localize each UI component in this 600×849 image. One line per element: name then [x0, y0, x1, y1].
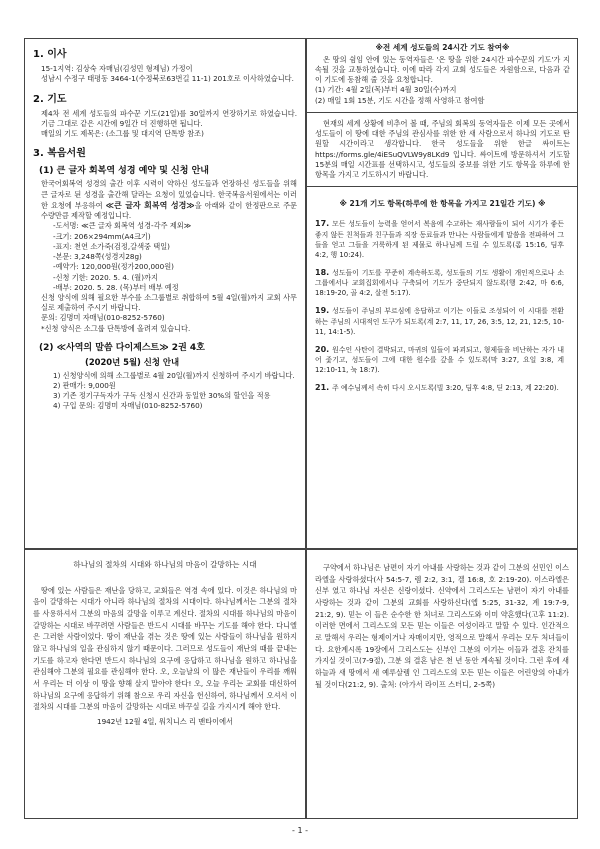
page-number: - 1 - [292, 826, 308, 835]
life-study-body: 구약에서 하나님은 남편이 자기 아내를 사랑하는 것과 같이 그분의 선민인 이스라엘을 사랑하셨다(사 54:5-7, 렘 2:2, 3:1, 겔 16:8, 호 2:19-20). 이스라엘은 신부 였고 하나님 자신은 신랑이셨다. 신약에서 그리스도는 남편이 자기 아내를 사랑하는 것과 같이 그분의 교회를 사랑하신다(엡 5:25, 31-32, 계 19:7-9, 21:2, 9). 믿는 이 들은 순수한 한 처녀로 그리스도와 이미 약혼했다(고후 11:2). 이러한 면에서 그리스도의 모든 믿는 이들은 여성이라고 말할 수 있다. 인간적으로 말해서 우리는 형제이거나 자매이지만, 영적으로 말해서 우리는 모두 처녀들이다. 요한계시록 19장에서 그리스도는 신부인 그분의 이기는 이들과 결혼 잔치를 가지실 것이고(7-9절), 그분 의 결혼 남은 천 년 동안 계속될 것이다. 그런 후에 새 하늘과 새 땅에서 새 예루살렘 인 그리스도의 모든 믿는 이들은 어린양의 아내가 될 것이다(21:2, 9). 출처: (아가서 라이프 스터디, 2-5쪽) [315, 563, 569, 689]
digest-heading: (2) ≪사역의 말씀 다이제스트≫ 2권 4호 [39, 342, 205, 353]
prayer-item [315, 305, 570, 337]
prayer-topics-note: 매일의 기도 제목은: (소그룹 및 대지역 단톡방 참조) [41, 129, 204, 139]
list-item: 1) 신청양식에 의해 소그룹별로 4월 20일(월)까지 신청하여 주시기 바랍니다. [53, 370, 295, 380]
announcements-panel [24, 38, 306, 549]
world-situation-paragraph: 현재의 세계 상황에 비추어 볼 때, 주님의 회복의 동역자들은 이제 모든 곳에서 성도들이 이 땅에 대한 주님의 관심사를 위한 한 새 사람으로서 하나의 기도로 탄원할 시간이라고 생각합니다. 한국 성도들을 위한 한글 싸이트는 https://forms.gle/4iESuQVLW9y8LKd9 입니다. 싸이트에 방문하셔서 기도할 15분의 매일 시간표를 선택하시고, 성도들의 중보를 위한 기도 항목을 하루에 한 항목을 가지고 기도하시기 바랍니다. [315, 118, 570, 179]
life-study-excerpt-panel [306, 549, 578, 819]
prayer-daily-line: (2) 매일 1회 15분, 기도 시간을 정해 사영하고 참여함 [315, 95, 485, 105]
digest-details-list [33, 371, 297, 412]
global-prayer-title: ※전 세계 성도들의 24시간 기도 참여※ [375, 43, 510, 52]
prayer-period-line: (1) 기간: 4월 2일(목)부터 4월 30일(수)까지 [315, 85, 457, 95]
divider [307, 186, 577, 187]
list-item: -신청 기한: 2020. 5. 4. (월)까지 [53, 272, 158, 282]
list-item: -크기: 206×294mm(A4크기) [53, 231, 151, 241]
list-item: -본문: 3,248쪽(성경지28g) [53, 252, 142, 262]
list-item: -예약가: 120,000원(정가200,000원) [53, 262, 174, 272]
prayer-item-text: 주 예수님께서 속히 다시 오시도록(빌 3:20, 딤후 4:8, 딛 2:13, 계 22:20). [332, 384, 559, 393]
prayer-paragraph: 제4차 전 세계 성도들의 파수꾼 기도(21일)를 30일까지 연장하기로 하였습니다. 기금 그대로 같은 시간에 9일간 더 진행하면 됩니다. [41, 108, 297, 129]
prayer-item [315, 344, 570, 376]
prayer-item-number: 18. [315, 267, 330, 277]
prayer-item [315, 382, 570, 394]
message-excerpt-panel [24, 549, 306, 819]
prayer-item [315, 218, 570, 260]
prayer-items-heading: ※ 21개 기도 항목(하루에 한 항목을 가지고 21일간 기도) ※ [339, 199, 546, 209]
excerpt-body: 땅에 있는 사람들은 재난을 당하고, 교회들은 역경 속에 있다. 이것은 하나님의 마음이 갈망하는 시대가 아니라 하나님의 절차의 시대이다. 하나님께서는 그분의 절차를 사용하셔서 그분의 마음의 갈망을 이루고 계신다. 절차의 시대를 하나님의 마음이 갈망하는 시대로 바꾸려면 사람들은 반드시 시대를 바꾸는 기도를 해야 한다. 다니엘은 그러한 사람이었다. 땅이 재난을 겪는 것은 땅에 있는 사람들이 하나님을 원하지 않고 하나님의 일을 관심하지 않기 때문이다. 그러므로 성도들이 재난의 때를 끝내는 기도를 하고자 한다면 반드시 하나님의 요구에 응답하고 하나님을 원하고 하나님을 관심해야 그분의 필요를 관심해야 한다. 오, 오늘날의 이 많은 재난들이 우리를 깨워서 우리는 더 이상 이 땅을 향해 살지 말아야 한다! 오, 오늘 우리는 교회를 대신하여 하나님의 요구에 응답하기 위해 참으로 우리 자신을 헌신하여, 하나님께서 오셔서 이 절차의 시대를 그분의 마음이 갈망하는 시대로 바꾸실 길을 가지시게 해야 한다. [33, 585, 297, 712]
bible-title-highlight: ≪큰 글자 회복역 성경≫ [105, 200, 195, 210]
form-note: *신청 양식은 소그룹 단톡방에 올려져 있습니다. [41, 323, 191, 333]
prayer-item-number: 17. [315, 218, 330, 228]
global-prayer-intro: 온 땅의 쉼임 안에 있는 동역자들은 '온 땅을 위한 24시간 파수꾼의 기도'가 지속될 것을 교통하였습니다. 이에 따라 각지 교회 성도들은 자원함으로, 다음과 같이 기도에 동참해 줄 것을 요청합니다. [315, 54, 570, 85]
large-print-bible-heading: (1) 큰 글자 회복역 성경 예약 및 신청 안내 [39, 165, 209, 176]
section-moving-title: 1. 이사 [33, 49, 67, 60]
digest-subheading: (2020년 5월) 신청 안내 [85, 356, 180, 367]
list-item: 2) 판매가: 9,000원 [53, 380, 116, 390]
list-item: 3) 기존 정기구독자가 구독 신청시 신간과 동일한 30%의 할인을 적용 [53, 390, 271, 400]
prayer-item-number: 21. [315, 383, 330, 393]
list-item: -도서명: ≪큰 글자 회복역 성경-각주 제외≫ [53, 221, 192, 231]
prayer-item-number: 20. [315, 344, 330, 354]
submission-note: 신청 양식에 의해 필요한 부수를 소그룹별로 취합하여 5월 4일(월)까지 교회 사무실로 제출하여 주시기 바랍니다. [41, 292, 297, 313]
prayer-item-text: 성도들이 기도를 꾸준히 계속하도록, 성도들의 기도 생활이 개인적으로나 소그룹에서나 교회집회에서나 구축되어 기도가 중단되지 않도록(행 2:42, 마 6:6, 18:19-20, 골 4:2, 살전 5:17). [315, 268, 564, 298]
list-item: -표지: 천연 소가죽(검정,갈색중 택일) [53, 241, 170, 251]
global-prayer-panel [306, 38, 578, 549]
prayer-item-text: 모든 성도들이 능력을 얻어서 복음에 수고하는 재사람들이 되어 시기가 좋든 좋지 않든 친척들과 친구들과 직장 동료들과 만나는 사람들에게 말씀을 전파하여 그들을 얻고 그들을 거룩하게 된 제물로 하나님께 드릴 수 있도록(롬 15:16, 딤후 4:2, 행 10:24). [315, 219, 564, 259]
intro-text-c: 을 아래와 같이 한정판으로 주문 수량만큼 제작할 예정입니다. [41, 200, 297, 221]
moving-line-2: 성남시 수정구 태평동 3464-1(수정북로63번길 11-1) 201호로 이사하였습니다. [41, 74, 294, 84]
section-prayer-title: 2. 기도 [33, 93, 67, 105]
prayer-item-text: 성도들이 주님의 부르심에 응답하고 이기는 이들로 조성되어 이 시대를 전환하는 주님의 시대적인 도구가 되도록(계 2:7, 11, 17, 26, 3:5, 12, 21, 12:5, 10-11, 14:1-5). [315, 307, 564, 336]
moving-line-1: 15-1지역: 김상숙 자매님(김성민 형제님) 가정이 [41, 64, 193, 74]
section-bookroom-title: 3. 복음서원 [33, 148, 86, 160]
prayer-item [315, 267, 570, 299]
prayer-item-text: 원수인 사탄이 결박되고, 마귀의 일들이 파괴되고, 형제들을 비난하는 자가 내어 좇기고, 성도들이 그에 대한 원수를 갚을 수 있도록(막 3:27, 요일 3:8, 계 12:10-11, 눅 18:7). [315, 345, 564, 375]
list-item: 4) 구입 문의: 김명미 자매님(010-8252-5760) [53, 401, 203, 411]
excerpt-signature: 1942년 12월 4일, 워치니스 리 맨타이에서 [97, 717, 233, 726]
excerpt-title: 하나님의 절차의 시대와 하나님의 마음이 갈망하는 시대 [73, 560, 257, 569]
divider [307, 112, 577, 113]
contact-line: 문의: 김명미 자매님(010-8252-5760) [41, 313, 165, 323]
prayer-item-number: 19. [315, 306, 330, 316]
intro-text-a: 한국어회복역 성경의 출간 이후 시력이 약하신 성도들과 연장하신 성도들을 위해 큰 글자로 된 성경을 출간해 달라는 요청이 있었습니다. 한국복음서원에서는 이러한 요청에 부응하여 [41, 179, 297, 210]
bible-details-list [33, 221, 297, 293]
list-item: -배부: 2020. 5. 28. (목)부터 배부 예정 [53, 282, 179, 292]
large-print-bible-intro [33, 179, 297, 221]
